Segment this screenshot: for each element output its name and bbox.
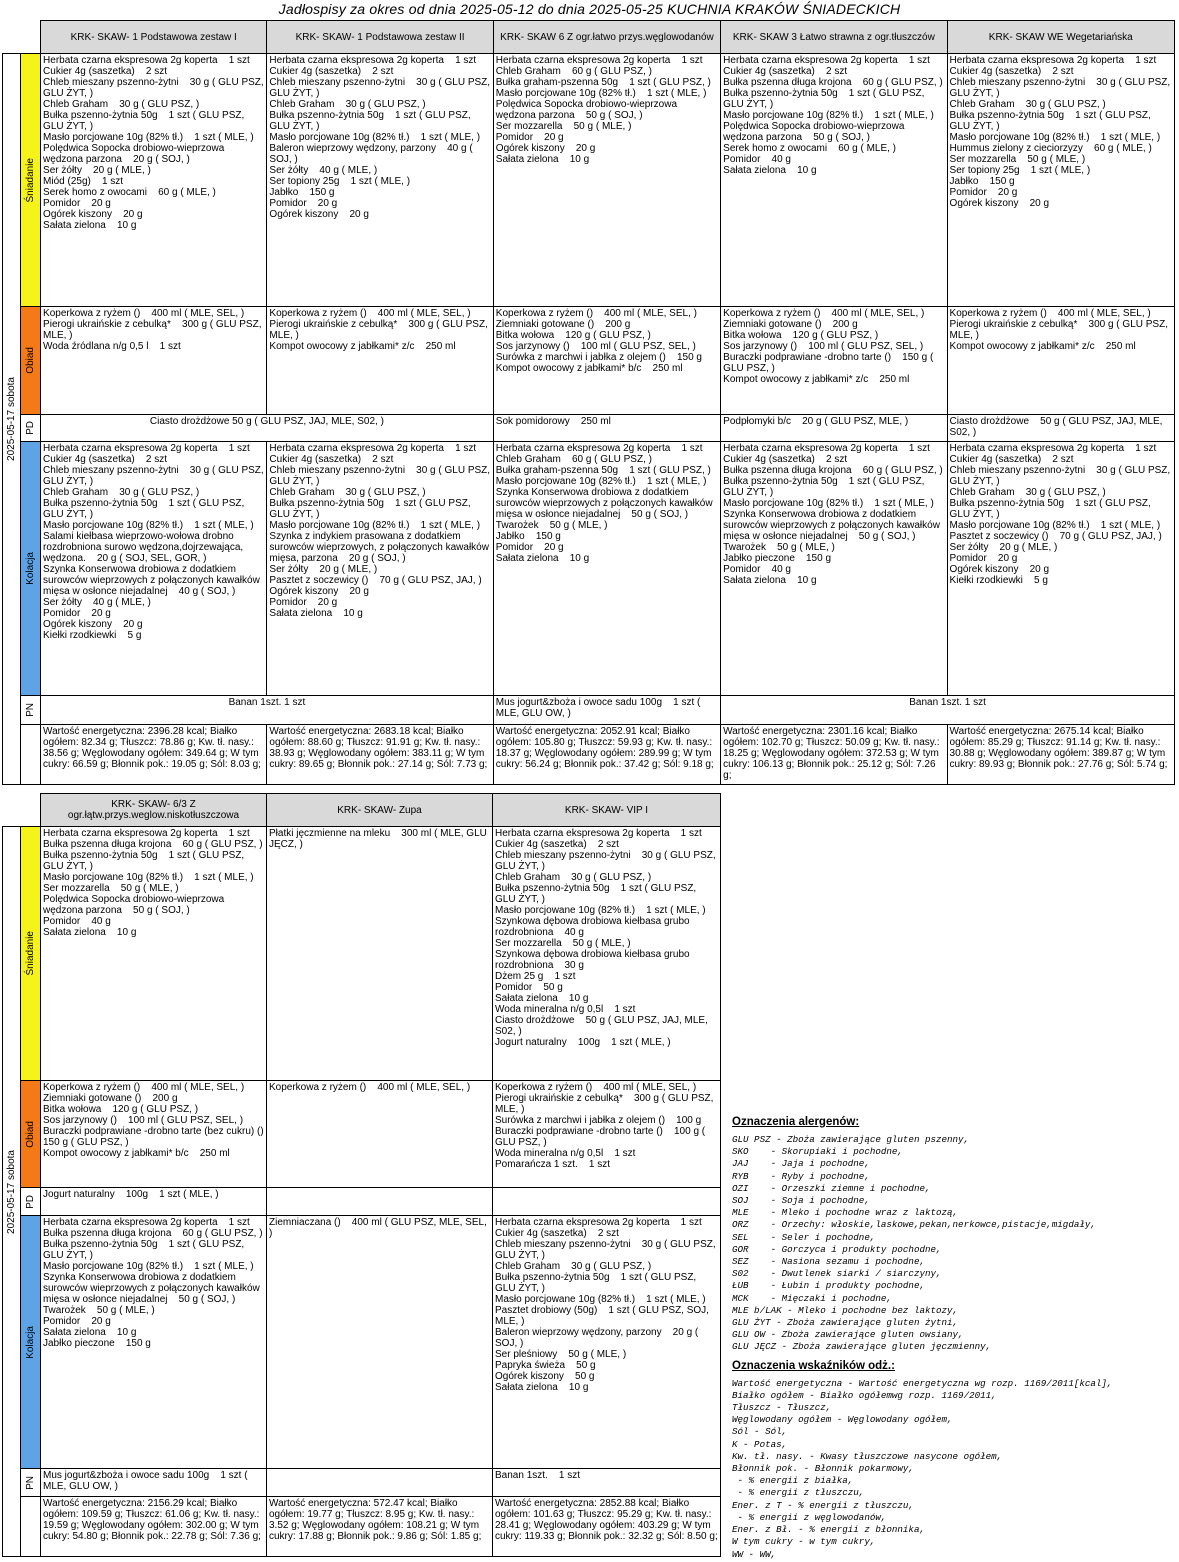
- menu-cell: Sok pomidorowy 250 ml: [493, 415, 720, 442]
- day-date: 2025-05-17 sobota: [6, 1149, 17, 1234]
- menu-cell: Mus jogurt&zboża i owoce sadu 100g 1 szt ( MLE, GLU OW, ): [493, 696, 720, 725]
- menu-cell: Herbata czarna ekspresowa 2g koperta 1 szt Bułka pszenna długa krojona 60 g ( GLU PSZ, ) Bułka pszenno-żytnia 50g 1 szt ( GLU PSZ, GLU ŻYT, ) Masło porcjowane 10g (82% tł.) 1 szt ( MLE, ) Szynka Konserwowa drobiowa z dodatkiem surowców wieprzowych z połączonych kawałków mięsa w osłonce niejadalnej 50 g ( SOJ, ) Twarożek 50 g ( MLE, ) Pomidor 20 g Sałata zielona 10 g Jabłko pieczone 150 g: [41, 1216, 267, 1469]
- meal-label: Obiad: [25, 1120, 36, 1148]
- menu-cell: Ziemniaczana () 400 ml ( GLU PSZ, MLE, SEL, ): [267, 1216, 493, 1469]
- nutrition-summary: Wartość energetyczna: 2301.16 kcal; Białko ogółem: 102.70 g; Tłuszcz: 50.09 g; Kw. tł. nasy.: 18.25 g; Węglowodany ogółem: 372.53 g; W tym cukry: 106.13 g; Błonnik pok.: 25.12 g; Sól: 7.26 g;: [721, 725, 947, 785]
- day-date-cell: [3, 827, 21, 1557]
- menu-cell: Herbata czarna ekspresowa 2g koperta 1 szt Cukier 4g (saszetka) 2 szt Chleb mieszany pszenno-żytni 30 g ( GLU PSZ, GLU ŻYT, ) Chleb Graham 30 g ( GLU PSZ, ) Bułka pszenno-żytnia 50g 1 szt ( GLU PSZ, GLU ŻYT, ) Masło porcjowane 10g (82% tł.) 1 szt ( MLE, ) Szynka z indykiem prasowana z dodatkiem surowców wieprzowych, z połączonych kawałków mięsa, parzona 20 g ( SOJ, ) Ser żółty 20 g ( MLE, ) Pasztet z soczewicy () 70 g ( GLU PSZ, JAJ, ) Ogórek kiszony 20 g Pomidor 20 g Sałata zielona 10 g: [267, 442, 493, 696]
- menu-cell: Koperkowa z ryżem () 400 ml ( MLE, SEL, ) Pierogi ukraińskie z cebulką* 300 g ( GLU PSZ, MLE, ) Kompot owocowy z jabłkami* z/c 250 ml: [947, 307, 1174, 415]
- menu-cell: Podpłomyki b/c 20 g ( GLU PSZ, MLE, ): [721, 415, 947, 442]
- meal-label: Śniadanie: [25, 157, 37, 203]
- diet-column-header: KRK- SKAW- 6/3 Z ogr.łątw.przys.weglow.niskotłuszczowa: [41, 794, 267, 827]
- nutrition-summary: Wartość energetyczna: 2683.18 kcal; Białko ogółem: 88.60 g; Tłuszcz: 91.91 g; Kw. tł. nasy.: 38.93 g; Węglowodany ogółem: 383.11 g; W tym cukry: 89.65 g; Błonnik pok.: 27.14 g; Sól: 7.73 g;: [267, 725, 493, 785]
- meal-label-pn: [21, 1469, 41, 1497]
- meal-label: PD: [25, 1194, 36, 1209]
- menu-cell: Herbata czarna ekspresowa 2g koperta 1 szt Cukier 4g (saszetka) 2 szt Chleb mieszany pszenno-żytni 30 g ( GLU PSZ, GLU ŻYT, ) Chleb Graham 30 g ( GLU PSZ, ) Bułka pszenno-żytnia 50g 1 szt ( GLU PSZ, GLU ŻYT, ) Masło porcjowane 10g (82% tł.) 1 szt ( MLE, ) Baleron wieprzowy wędzony, parzony 40 g ( SOJ, ) Ser żółty 40 g ( MLE, ) Ser topiony 25g 1 szt ( MLE, ) Jabłko 150 g Pomidor 20 g Ogórek kiszony 20 g: [267, 54, 493, 307]
- meal-label-pd: [21, 1188, 41, 1216]
- diet-column-header: KRK- SKAW 3 Łatwo strawna z ogr.tłuszczów: [721, 21, 947, 54]
- menu-cell: Herbata czarna ekspresowa 2g koperta 1 szt Chleb Graham 60 g ( GLU PSZ, ) Bułka graham-pszenna 50g 1 szt ( GLU PSZ, ) Masło porcjowane 10g (82% tł.) 1 szt ( MLE, ) Polędwica Sopocka drobiowo-wieprzowa wędzona parzona 50 g ( SOJ, ) Ser mozzarella 50 g ( MLE, ) Pomidor 20 g Ogórek kiszony 20 g Sałata zielona 10 g: [493, 54, 720, 307]
- menu-cell: Płatki jęczmienne na mleku 300 ml ( MLE, GLU JĘCZ, ): [267, 827, 493, 1081]
- diet-column-header: KRK- SKAW WE Wegetariańska: [947, 21, 1174, 54]
- meal-label-kolacja: [21, 1216, 41, 1469]
- menu-cell: Herbata czarna ekspresowa 2g koperta 1 szt Cukier 4g (saszetka) 2 szt Bułka pszenna długa krojona 60 g ( GLU PSZ, ) Bułka pszenno-żytnia 50g 1 szt ( GLU PSZ, GLU ŻYT, ) Masło porcjowane 10g (82% tł.) 1 szt ( MLE, ) Szynka Konserwowa drobiowa z dodatkiem surowców wieprzowych z połączonych kawałków mięsa w osłonce niejadalnej 50 g ( SOJ, ) Twarożek 50 g ( MLE, ) Jabłko pieczone 150 g Pomidor 40 g Sałata zielona 10 g: [721, 442, 947, 696]
- menu-table-1: [2, 20, 1175, 785]
- meal-label-summary: [21, 725, 41, 785]
- menu-cell: Koperkowa z ryżem () 400 ml ( MLE, SEL, ) Pierogi ukraińskie z cebulką* 300 g ( GLU PSZ, MLE, ) Surówka z marchwi i jabłka z olejem () 100 g Buraczki podprawiane -drobno tarte () 100 g ( GLU PSZ, ) Woda mineralna n/g 0,5l 1 szt Pomarańcza 1 szt. 1 szt: [493, 1081, 721, 1188]
- diet-column-header: KRK- SKAW 6 Z ogr.łatwo przys.węglowodanów: [493, 21, 720, 54]
- menu-cell: Herbata czarna ekspresowa 2g koperta 1 szt Cukier 4g (saszetka) 2 szt Chleb mieszany pszenno-żytni 30 g ( GLU PSZ, GLU ŻYT, ) Chleb Graham 30 g ( GLU PSZ, ) Bułka pszenno-żytnia 50g 1 szt ( GLU PSZ, GLU ŻYT, ) Masło porcjowane 10g (82% tł.) 1 szt ( MLE, ) Szynkowa dębowa drobiowa kiełbasa grubo rozdrobniona 40 g Ser mozzarella 50 g ( MLE, ) Szynkowa dębowa drobiowa kiełbasa grubo rozdrobniona 30 g Dżem 25 g 1 szt Pomidor 50 g Sałata zielona 10 g Woda mineralna n/g 0,5l 1 szt Ciasto drożdżowe 50 g ( GLU PSZ, JAJ, MLE, S02, ) Jogurt naturalny 100g 1 szt ( MLE, ): [493, 827, 721, 1081]
- meal-label: Kolacja: [25, 1325, 36, 1359]
- meal-label-sniadanie: [21, 827, 41, 1081]
- nutrition-summary: Wartość energetyczna: 2852.88 kcal; Białko ogółem: 101.63 g; Tłuszcz: 95.29 g; Kw. tł. nasy.: 28.41 g; Węglowodany ogółem: 403.29 g; W tym cukry: 119.33 g; Błonnik pok.: 32.32 g; Sól: 8.50 g;: [493, 1497, 721, 1557]
- indicators-legend-title: Oznaczenia wskaźników odż.:: [732, 1359, 895, 1372]
- meal-label-obiad: [21, 1081, 41, 1188]
- menu-cell: Banan 1szt. 1 szt: [721, 696, 1175, 725]
- menu-cell: Herbata czarna ekspresowa 2g koperta 1 szt Chleb Graham 60 g ( GLU PSZ, ) Bułka graham-pszenna 50g 1 szt ( GLU PSZ, ) Masło porcjowane 10g (82% tł.) 1 szt ( MLE, ) Szynka Konserwowa drobiowa z dodatkiem surowców wieprzowych z połączonych kawałków mięsa w osłonce niejadalnej 50 g ( SOJ, ) Twarożek 50 g ( MLE, ) Jabłko 150 g Pomidor 20 g Sałata zielona 10 g: [493, 442, 720, 696]
- menu-cell: Herbata czarna ekspresowa 2g koperta 1 szt Cukier 4g (saszetka) 2 szt Chleb mieszany pszenno-żytni 30 g ( GLU PSZ, GLU ŻYT, ) Chleb Graham 30 g ( GLU PSZ, ) Bułka pszenno-żytnia 50g 1 szt ( GLU PSZ, GLU ŻYT, ) Masło porcjowane 10g (82% tł.) 1 szt ( MLE, ) Pasztet z soczewicy () 70 g ( GLU PSZ, JAJ, ) Ser żółty 20 g ( MLE, ) Pomidor 20 g Ogórek kiszony 20 g Kiełki rzodkiewki 5 g: [947, 442, 1174, 696]
- menu-cell: Jogurt naturalny 100g 1 szt ( MLE, ): [41, 1188, 267, 1216]
- menu-cell: Herbata czarna ekspresowa 2g koperta 1 szt Cukier 4g (saszetka) 2 szt Chleb mieszany pszenno-żytni 30 g ( GLU PSZ, GLU ŻYT, ) Chleb Graham 30 g ( GLU PSZ, ) Bułka pszenno-żytnia 50g 1 szt ( GLU PSZ, GLU ŻYT, ) Masło porcjowane 10g (82% tł.) 1 szt ( MLE, ) Polędwica Sopocka drobiowo-wieprzowa wędzona parzona 20 g ( SOJ, ) Ser żółty 20 g ( MLE, ) Miód (25g) 1 szt Serek homo z owocami 60 g ( MLE, ) Pomidor 20 g Ogórek kiszony 20 g Sałata zielona 10 g: [41, 54, 267, 307]
- menu-cell: Banan 1szt. 1 szt: [493, 1469, 721, 1497]
- menu-cell: Ciasto drożdżowe 50 g ( GLU PSZ, JAJ, MLE, S02, ): [41, 415, 494, 442]
- meal-label: Kolacja: [25, 552, 37, 585]
- nutrition-summary: Wartość energetyczna: 2396.28 kcal; Białko ogółem: 82.34 g; Tłuszcz: 78.86 g; Kw. tł. nasy.: 38.56 g; Węglowodany ogółem: 349.64 g; W tym cukry: 66.59 g; Błonnik pok.: 19.05 g; Sól: 8.03 g;: [41, 725, 267, 785]
- nutrition-summary: Wartość energetyczna: 2675.14 kcal; Białko ogółem: 85.29 g; Tłuszcz: 91.14 g; Kw. tł. nasy.: 30.88 g; Węglowodany ogółem: 389.87 g; W tym cukry: 89.93 g; Błonnik pok.: 27.76 g; Sól: 5.74 g;: [947, 725, 1174, 785]
- meal-label-obiad: [21, 307, 41, 415]
- menu-cell: Koperkowa z ryżem () 400 ml ( MLE, SEL, ) Ziemniaki gotowane () 200 g Bitka wołowa 120 g ( GLU PSZ, ) Sos jarzynowy () 100 ml ( GLU PSZ, SEL, ) Buraczki podprawiane -drobno tarte (bez cukru) () 150 g ( GLU PSZ, ) Kompot owocowy z jabłkami* b/c 250 ml: [41, 1081, 267, 1188]
- diet-column-header: KRK- SKAW- 1 Podstawowa zestaw I: [41, 21, 267, 54]
- menu-cell: Herbata czarna ekspresowa 2g koperta 1 szt Cukier 4g (saszetka) 2 szt Chleb mieszany pszenno-żytni 30 g ( GLU PSZ, GLU ŻYT, ) Chleb Graham 30 g ( GLU PSZ, ) Bułka pszenno-żytnia 50g 1 szt ( GLU PSZ, GLU ŻYT, ) Masło porcjowane 10g (82% tł.) 1 szt ( MLE, ) Hummus zielony z cieciorzyzy 60 g ( MLE, ) Ser mozzarella 50 g ( MLE, ) Ser topiony 25g 1 szt ( MLE, ) Jabłko 150 g Pomidor 20 g Ogórek kiszony 20 g: [947, 54, 1174, 307]
- day-date-cell: [3, 54, 21, 785]
- legend: [728, 1116, 1176, 1561]
- diet-column-header: KRK- SKAW- VIP I: [493, 794, 721, 827]
- menu-cell: Herbata czarna ekspresowa 2g koperta 1 szt Cukier 4g (saszetka) 2 szt Chleb mieszany pszenno-żytni 30 g ( GLU PSZ, GLU ŻYT, ) Chleb Graham 30 g ( GLU PSZ, ) Bułka pszenno-żytnia 50g 1 szt ( GLU PSZ, GLU ŻYT, ) Masło porcjowane 10g (82% tł.) 1 szt ( MLE, ) Pasztet drobiowy (50g) 1 szt ( GLU PSZ, SOJ, MLE, ) Baleron wieprzowy wędzony, parzony 20 g ( SOJ, ) Ser pleśniowy 50 g ( MLE, ) Papryka świeża 50 g Ogórek kiszony 50 g Sałata zielona 10 g: [493, 1216, 721, 1469]
- meal-label-pd: [21, 415, 41, 442]
- meal-label-kolacja: [21, 442, 41, 696]
- menu-cell: Mus jogurt&zboża i owoce sadu 100g 1 szt ( MLE, GLU OW, ): [41, 1469, 267, 1497]
- nutrition-summary: Wartość energetyczna: 2156.29 kcal; Białko ogółem: 109.59 g; Tłuszcz: 61.06 g; Kw. tł. nasy.: 19.59 g; Węglowodany ogółem: 302.00 g; W tym cukry: 54.80 g; Błonnik pok.: 22.78 g; Sól: 7.36 g;: [41, 1497, 267, 1557]
- meal-label-pn: [21, 696, 41, 725]
- menu-cell: [267, 1188, 493, 1216]
- diet-column-header: KRK- SKAW- Zupa: [267, 794, 493, 827]
- meal-label: Śniadanie: [25, 931, 36, 976]
- menu-cell: Herbata czarna ekspresowa 2g koperta 1 szt Cukier 4g (saszetka) 2 szt Bułka pszenna długa krojona 60 g ( GLU PSZ, ) Bułka pszenno-żytnia 50g 1 szt ( GLU PSZ, GLU ŻYT, ) Masło porcjowane 10g (82% tł.) 1 szt ( MLE, ) Polędwica Sopocka drobiowo-wieprzowa wędzona parzona 50 g ( SOJ, ) Serek homo z owocami 60 g ( MLE, ) Pomidor 40 g Sałata zielona 10 g: [721, 54, 947, 307]
- menu-cell: Herbata czarna ekspresowa 2g koperta 1 szt Bułka pszenna długa krojona 60 g ( GLU PSZ, ) Bułka pszenno-żytnia 50g 1 szt ( GLU PSZ, GLU ŻYT, ) Masło porcjowane 10g (82% tł.) 1 szt ( MLE, ) Ser mozzarella 50 g ( MLE, ) Polędwica Sopocka drobiowo-wieprzowa wędzona parzona 50 g ( SOJ, ) Pomidor 40 g Sałata zielona 10 g: [41, 827, 267, 1081]
- indicators-legend: Wartość energetyczna - Wartość energetyczna wg rozp. 1169/2011[kcal], Białko ogółem - Białko ogółemwg rozp. 1169/2011, Tłuszcz - Tłuszcz, Węglowodany ogółem - Węglowodany ogółem, Sól - Sól, K - Potas, Kw. tł. nasy. - Kwasy tłuszczowe nasycone ogółem, Błonnik pok. - Błonnik pokarmowy, - % energii z białka, - % energii z tłuszczu, Ener. z T - % energii z tłuszczu, - % energii z węglowodanów, Ener. z Bł. - % energii z błonnika, W tym cukry - w tym cukry, WW - WW,: [732, 1377, 1113, 1560]
- allergens-legend-title: Oznaczenia alergenów:: [732, 1116, 860, 1128]
- nutrition-summary: Wartość energetyczna: 572.47 kcal; Białko ogółem: 19.77 g; Tłuszcz: 8.95 g; Kw. tł. nasy.: 3.52 g; Węglowodany ogółem: 108.21 g; W tym cukry: 17.88 g; Błonnik pok.: 9.86 g; Sól: 1.85 g;: [267, 1497, 493, 1557]
- menu-cell: Koperkowa z ryżem () 400 ml ( MLE, SEL, ) Pierogi ukraińskie z cebulką* 300 g ( GLU PSZ, MLE, ) Kompot owocowy z jabłkami* z/c 250 ml: [267, 307, 493, 415]
- menu-cell: Banan 1szt. 1 szt: [41, 696, 494, 725]
- menu-cell: Koperkowa z ryżem () 400 ml ( MLE, SEL, ) Pierogi ukraińskie z cebulką* 300 g ( GLU PSZ, MLE, ) Woda źródlana n/g 0,5 l 1 szt: [41, 307, 267, 415]
- meal-label: PD: [25, 421, 37, 435]
- meal-label: PN: [25, 703, 37, 717]
- menu-cell: Koperkowa z ryżem () 400 ml ( MLE, SEL, ): [267, 1081, 493, 1188]
- menu-cell: [493, 1188, 721, 1216]
- allergens-legend: GLU PSZ - Zboża zawierające gluten pszenny, SKO - Skorupiaki i pochodne, JAJ - Jaja i pochodne, RYB - Ryby i pochodne, OZI - Orzeszki ziemne i pochodne, SOJ - Soja i pochodne, MLE - Mleko i pochodne wraz z laktozą, ORZ - Orzechy: włoskie,laskowe,pekan,nerkowce,pistacje,migdały, SEL - Seler i pochodne, GOR - Gorczyca i produkty pochodne, SEZ - Nasiona sezamu i pochodne, S02 - Dwutlenek siarki / siarczyny, ŁUB - Łubin i produkty pochodne, MCK - Mięczaki i pochodne, MLE b/LAK - Mleko i pochodne bez laktozy, GLU ŻYT - Zboża zawierające gluten żytni, GLU OW - Zboża zawierające gluten owsiany, GLU JĘCZ - Zboża zawierające gluten jęczmienny,: [732, 1134, 1096, 1353]
- meal-label-summary: [21, 1497, 41, 1557]
- menu-cell: Koperkowa z ryżem () 400 ml ( MLE, SEL, ) Ziemniaki gotowane () 200 g Bitka wołowa 120 g ( GLU PSZ, ) Sos jarzynowy () 100 ml ( GLU PSZ, SEL, ) Surówka z marchwi i jabłka z olejem () 150 g Kompot owocowy z jabłkami* b/c 250 ml: [493, 307, 720, 415]
- menu-cell: Herbata czarna ekspresowa 2g koperta 1 szt Cukier 4g (saszetka) 2 szt Chleb mieszany pszenno-żytni 30 g ( GLU PSZ, GLU ŻYT, ) Chleb Graham 30 g ( GLU PSZ, ) Bułka pszenno-żytnia 50g 1 szt ( GLU PSZ, GLU ŻYT, ) Masło porcjowane 10g (82% tł.) 1 szt ( MLE, ) Salami kiełbasa wieprzowo-wołowa drobno rozdrobniona surowo wędzona,dojrzewająca, wędzona. 20 g ( SOJ, SEL, GOR, ) Szynka Konserwowa drobiowa z dodatkiem surowców wieprzowych z połączonych kawałków mięsa w osłonce niejadalnej 40 g ( SOJ, ) Ser żółty 40 g ( MLE, ) Pomidor 20 g Ogórek kiszony 20 g Kiełki rzodkiewki 5 g: [41, 442, 267, 696]
- menu-cell: Ciasto drożdżowe 50 g ( GLU PSZ, JAJ, MLE, S02, ): [947, 415, 1174, 442]
- menu-cell: Koperkowa z ryżem () 400 ml ( MLE, SEL, ) Ziemniaki gotowane () 200 g Bitka wołowa 120 g ( GLU PSZ, ) Sos jarzynowy () 100 ml ( GLU PSZ, SEL, ) Buraczki podprawiane -drobno tarte () 150 g ( GLU PSZ, ) Kompot owocowy z jabłkami* z/c 250 ml: [721, 307, 947, 415]
- menu-cell: [267, 1469, 493, 1497]
- day-date: 2025-05-17 sobota: [6, 377, 17, 461]
- meal-label: Obiad: [25, 347, 37, 374]
- meal-label-sniadanie: [21, 54, 41, 307]
- diet-column-header: KRK- SKAW- 1 Podstawowa zestaw II: [267, 21, 493, 54]
- nutrition-summary: Wartość energetyczna: 2052.91 kcal; Białko ogółem: 105.80 g; Tłuszcz: 59.93 g; Kw. tł. nasy.: 18.37 g; Węglowodany ogółem: 289.99 g; W tym cukry: 56.24 g; Błonnik pok.: 37.42 g; Sól: 9.18 g;: [493, 725, 720, 785]
- menu-table-2: [2, 793, 721, 1557]
- page-title: Jadłospisy za okres od dnia 2025-05-12 do dnia 2025-05-25 KUCHNIA KRAKÓW ŚNIADECKICH: [278, 1, 901, 17]
- meal-label: PN: [25, 1475, 36, 1490]
